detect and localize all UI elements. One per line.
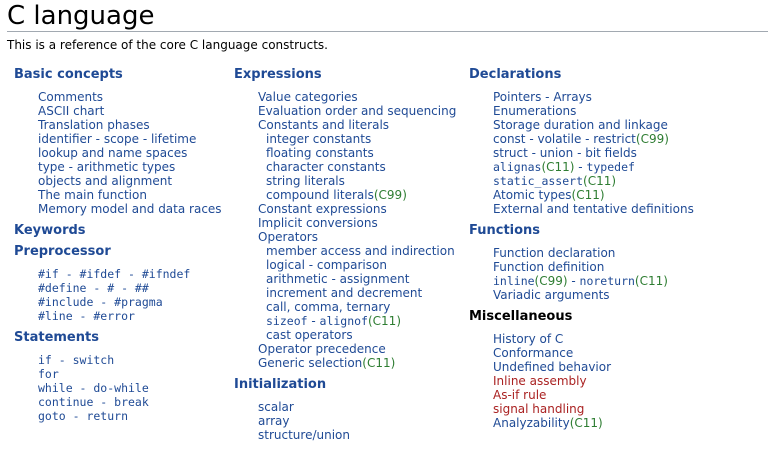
link-external-definitions[interactable]: External and tentative definitions	[493, 202, 694, 216]
version-badge-c11: (C11)	[571, 188, 605, 202]
link-if-switch[interactable]: if - switch	[38, 353, 115, 367]
heading-initialization[interactable]: Initialization	[234, 377, 327, 392]
version-badge-c11: (C11)	[367, 314, 401, 328]
link-arithmetic-assignment[interactable]: arithmetic - assignment	[266, 272, 410, 286]
link-enumerations[interactable]: Enumerations	[493, 104, 577, 118]
link-sizeof[interactable]: sizeof	[266, 314, 308, 328]
preprocessor-list	[38, 267, 222, 323]
link-ascii-chart[interactable]: ASCII chart	[38, 104, 105, 118]
statements-list	[38, 353, 222, 423]
link-atomic-types[interactable]: Atomic types	[493, 188, 572, 202]
link-memory-model[interactable]: Memory model and data races	[38, 202, 222, 216]
separator: -	[567, 274, 580, 288]
heading-functions[interactable]: Functions	[469, 223, 541, 238]
link-inline[interactable]: inline	[493, 274, 535, 288]
link-pointers-arrays[interactable]: Pointers - Arrays	[493, 90, 592, 104]
link-history-of-c[interactable]: History of C	[493, 332, 564, 346]
link-evaluation-order[interactable]: Evaluation order and sequencing	[258, 104, 457, 118]
heading-basic-concepts[interactable]: Basic concepts	[14, 67, 123, 82]
heading-statements[interactable]: Statements	[14, 330, 99, 345]
link-alignas[interactable]: alignas	[493, 160, 542, 174]
link-implicit-conversions[interactable]: Implicit conversions	[258, 216, 378, 230]
link-generic-selection[interactable]: Generic selection	[258, 356, 363, 370]
separator: -	[307, 314, 320, 328]
intro-text: This is a reference of the core C language constructs.	[7, 38, 328, 52]
link-noreturn[interactable]: noreturn	[579, 274, 635, 288]
link-floating-constants[interactable]: floating constants	[266, 146, 374, 160]
link-if-ifdef-ifndef[interactable]: #if - #ifdef - #ifndef	[38, 267, 191, 281]
link-member-access[interactable]: member access and indirection	[266, 244, 455, 258]
heading-keywords[interactable]: Keywords	[14, 223, 86, 238]
link-call-comma-ternary[interactable]: call, comma, ternary	[266, 300, 391, 314]
link-constant-expressions[interactable]: Constant expressions	[258, 202, 387, 216]
link-type-arithmetic-types[interactable]: type - arithmetic types	[38, 160, 176, 174]
heading-declarations[interactable]: Declarations	[469, 67, 562, 82]
link-inline-assembly[interactable]: Inline assembly	[493, 374, 587, 388]
link-scalar[interactable]: scalar	[258, 400, 294, 414]
link-constants-literals[interactable]: Constants and literals	[258, 118, 390, 132]
heading-preprocessor[interactable]: Preprocessor	[14, 244, 111, 259]
page-title: C language	[7, 1, 155, 31]
version-badge-c99: (C99)	[635, 132, 669, 146]
basic-concepts-list	[38, 90, 222, 216]
link-identifier-scope-lifetime[interactable]: identifier - scope - lifetime	[38, 132, 197, 146]
link-operator-precedence[interactable]: Operator precedence	[258, 342, 386, 356]
column-2	[234, 66, 456, 448]
link-string-literals[interactable]: string literals	[266, 174, 345, 188]
link-main-function[interactable]: The main function	[38, 188, 147, 202]
link-alignof[interactable]: alignof	[319, 314, 368, 328]
link-const-volatile-restrict[interactable]: const - volatile - restrict	[493, 132, 636, 146]
link-compound-literals[interactable]: compound literals	[266, 188, 374, 202]
column-1	[14, 66, 222, 429]
link-operators[interactable]: Operators	[258, 230, 318, 244]
link-define[interactable]: #define - # - ##	[38, 281, 149, 295]
link-comments[interactable]: Comments	[38, 90, 104, 104]
link-variadic-arguments[interactable]: Variadic arguments	[493, 288, 610, 302]
link-objects-alignment[interactable]: objects and alignment	[38, 174, 173, 188]
expressions-list	[258, 90, 456, 370]
column-3	[469, 66, 694, 436]
title-divider	[7, 31, 768, 32]
link-array[interactable]: array	[258, 414, 290, 428]
link-line-error[interactable]: #line - #error	[38, 309, 135, 323]
link-value-categories[interactable]: Value categories	[258, 90, 358, 104]
link-include-pragma[interactable]: #include - #pragma	[38, 295, 163, 309]
link-translation-phases[interactable]: Translation phases	[38, 118, 150, 132]
version-badge-c11: (C11)	[634, 274, 668, 288]
functions-list	[493, 246, 694, 302]
link-increment-decrement[interactable]: increment and decrement	[266, 286, 423, 300]
version-badge-c99: (C99)	[534, 274, 568, 288]
link-function-declaration[interactable]: Function declaration	[493, 246, 616, 260]
declarations-list	[493, 90, 694, 216]
link-undefined-behavior[interactable]: Undefined behavior	[493, 360, 612, 374]
heading-miscellaneous: Miscellaneous	[469, 309, 573, 324]
link-function-definition[interactable]: Function definition	[493, 260, 605, 274]
link-storage-duration[interactable]: Storage duration and linkage	[493, 118, 668, 132]
link-signal-handling[interactable]: signal handling	[493, 402, 585, 416]
heading-expressions[interactable]: Expressions	[234, 67, 322, 82]
version-badge-c11: (C11)	[362, 356, 396, 370]
link-static-assert[interactable]: static_assert	[493, 174, 584, 188]
link-for[interactable]: for	[38, 367, 59, 381]
link-as-if-rule[interactable]: As-if rule	[493, 388, 547, 402]
link-character-constants[interactable]: character constants	[266, 160, 386, 174]
link-struct-union-bitfields[interactable]: struct - union - bit fields	[493, 146, 637, 160]
link-integer-constants[interactable]: integer constants	[266, 132, 372, 146]
version-badge-c99: (C99)	[373, 188, 407, 202]
link-conformance[interactable]: Conformance	[493, 346, 574, 360]
link-lookup-name-spaces[interactable]: lookup and name spaces	[38, 146, 188, 160]
initialization-list	[258, 400, 456, 442]
link-cast-operators[interactable]: cast operators	[266, 328, 353, 342]
link-goto-return[interactable]: goto - return	[38, 409, 129, 423]
link-continue-break[interactable]: continue - break	[38, 395, 149, 409]
separator: -	[574, 160, 587, 174]
link-typedef[interactable]: typedef	[586, 160, 635, 174]
link-logical-comparison[interactable]: logical - comparison	[266, 258, 387, 272]
version-badge-c11: (C11)	[569, 416, 603, 430]
link-structure-union[interactable]: structure/union	[258, 428, 350, 442]
version-badge-c11: (C11)	[541, 160, 575, 174]
version-badge-c11: (C11)	[583, 174, 617, 188]
link-analyzability[interactable]: Analyzability	[493, 416, 570, 430]
link-while-do-while[interactable]: while - do-while	[38, 381, 149, 395]
miscellaneous-list	[493, 332, 694, 430]
